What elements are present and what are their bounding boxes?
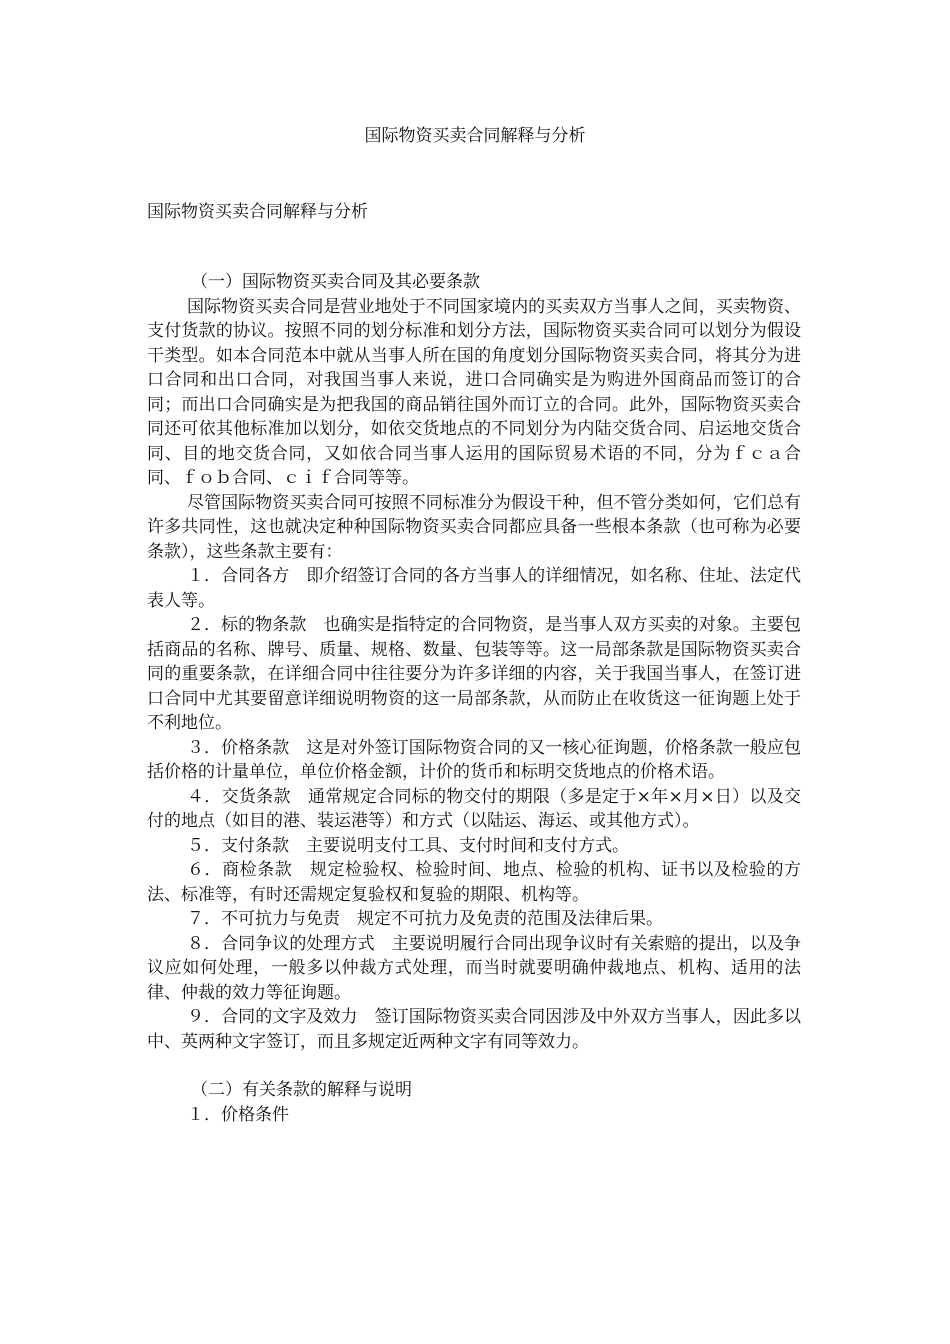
clause-item: ２．标的物条款 也确实是指特定的合同物资，是当事人双方买卖的对象。主要包括商品的名称、牌号、质量、规格、数量、包装等等。这一局部条款是国际物资买卖合同的重要条款，在详细合同中往往要分为许多详细的内容，关于我国当事人，在签订进口合同中尤其要留意详细说明物资的这一局部条款，从而防止在收货这一征询题上处于不利地位。 — [147, 615, 801, 733]
clause-item: １．合同各方 即介绍签订合同的各方当事人的详细情况，如名称、住址、法定代表人等。 — [147, 566, 801, 611]
document-subtitle: 国际物资买卖合同解释与分析 — [147, 202, 368, 222]
clause-item: ３．价格条款 这是对外签订国际物资合同的又一核心征询题，价格条款一般应包括价格的计量单位，单位价格金额，计价的货币和标明交货地点的价格术语。 — [147, 737, 801, 782]
clause-item: ６．商检条款 规定检验权、检验时间、地点、检验的机构、证书以及检验的方法、标准等，有时还需规定复验权和复验的期限、机构等。 — [147, 860, 801, 905]
paragraph: 尽管国际物资买卖合同可按照不同标准分为假设干种，但不管分类如何，它们总有许多共同性，这也就决定种种国际物资买卖合同都应具备一些根本条款（也可称为必要条款），这些条款主要有： — [147, 492, 801, 562]
clause-item: ５．支付条款 主要说明支付工具、支付时间和支付方式。 — [187, 835, 629, 856]
document-title: 国际物资买卖合同解释与分析 — [364, 126, 586, 146]
clause-item: ８．合同争议的处理方式 主要说明履行合同出现争议时有关索赔的提出，以及争议应如何处理，一般多以仲裁方式处理，而当时就要明确仲裁地点、机构、适用的法律、仲裁的效力等征询题。 — [147, 933, 801, 1003]
clause-item: ４．交货条款 通常规定合同标的物交付的期限（多是定于×年×月×日）以及交付的地点（如目的港、装运港等）和方式（以陆运、海运、或其他方式）。 — [147, 786, 801, 831]
section-spacer — [147, 1054, 801, 1078]
section-heading: （二）有关条款的解释与说明 — [191, 1080, 412, 1100]
document-body — [147, 270, 801, 1127]
clause-item: ９．合同的文字及效力 签订国际物资买卖合同因涉及中外双方当事人，因此多以中、英两种文字签订，而且多规定近两种文字有同等效力。 — [147, 1007, 801, 1052]
paragraph: 国际物资买卖合同是营业地处于不同国家境内的买卖双方当事人之间，买卖物资、支付货款的协议。按照不同的划分标准和划分方法，国际物资买卖合同可以划分为假设干类型。如本合同范本中就从当事人所在国的角度划分国际物资买卖合同，将其分为进口合同和出口合同，对我国当事人来说，进口合同确实是为购进外国商品而签订的合同；而出口合同确实是为把我国的商品销往国外而订立的合同。此外，国际物资买卖合同还可依其他标准加以划分，如依交货地点的不同划分为内陆交货合同、启运地交货合同、目的地交货合同，又如依合同当事人运用的国际贸易术语的不同，分为ｆｃａ合同、ｆｏｂ合同、ｃｉｆ合同等等。 — [147, 296, 801, 488]
clause-item: ７．不可抗力与免责 规定不可抗力及免责的范围及法律后果。 — [187, 909, 663, 929]
section-heading: （一）国际物资买卖合同及其必要条款 — [191, 272, 480, 292]
subsection-heading: １．价格条件 — [187, 1104, 289, 1125]
